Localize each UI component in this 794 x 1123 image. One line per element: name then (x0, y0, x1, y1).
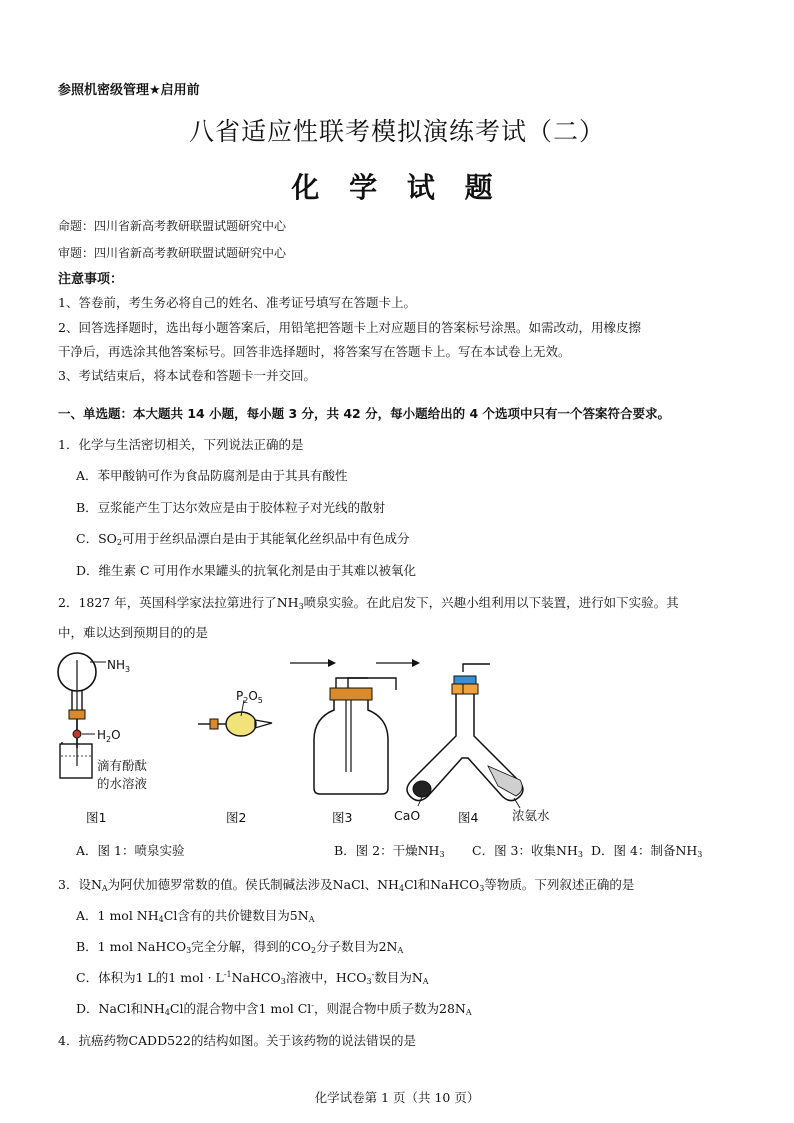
subject-title: 化 学 试 题 (291, 171, 503, 204)
figure-4-right-label: 浓氨水 (512, 808, 550, 823)
confidential-mark: 参照机密级管理★启用前 (58, 83, 200, 98)
question-2-option-a: A．图 1：喷泉实验 (76, 843, 185, 858)
figure-2-drying-tube (198, 700, 272, 736)
figure-4-left-label: CaO (394, 808, 421, 823)
figure-4-y-tube (407, 664, 523, 808)
note-item: 1、答卷前，考生务必将自己的姓名、准考证号填写在答题卡上。 (58, 295, 416, 310)
note-item: 2、回答选择题时，选出每小题答案后，用铅笔把答题卡上对应题目的答案标号涂黑。如需改动，用橡皮擦 (58, 320, 641, 335)
question-2-option-d: D．图 4：制备$NH_3$ (591, 843, 703, 859)
figure-caption: 图3 (332, 810, 353, 825)
figure-1-solution-label-1: 滴有酚酞 (97, 758, 148, 773)
question-2-option-b: B．图 2：干燥$NH_3$ (334, 843, 445, 859)
figure-1-solution-label-2: 的水溶液 (97, 776, 148, 791)
figure-caption: 图1 (86, 810, 107, 825)
question-2-stem-line2: 中，难以达到预期目的的是 (58, 625, 209, 640)
question-3-option-b: B．1 mol NaHCO$_3$完全分解，得到的$CO_2$分子数目为$2N_A$ (76, 939, 404, 955)
figure-caption: 图4 (458, 810, 479, 825)
question-1-option-d: D．维生素 C 可用作水果罐头的抗氧化剂是由于其难以被氧化 (76, 563, 417, 578)
note-item: 3、考试结束后，将本试卷和答题卡一并交回。 (58, 368, 316, 383)
question-1-option-a: A．苯甲酸钠可作为食品防腐剂是由于其具有酸性 (76, 468, 348, 483)
question-3-option-d: D．NaCl和$NH_4Cl$的混合物中含1 mol Cl-，则混合物中质子数为$28N_A$ (76, 1001, 472, 1017)
author-line: 命题：四川省新高考教研联盟试题研究中心 (58, 219, 287, 233)
figure-1-gas-label: $NH_3$ (107, 658, 131, 674)
page-footer: 化学试卷第 1 页（共 10 页） (314, 1090, 480, 1105)
notes-heading: 注意事项： (58, 272, 124, 287)
apparatus-figures (50, 648, 570, 848)
question-1-stem: 1．化学与生活密切相关，下列说法正确的是 (58, 437, 304, 452)
question-2-option-c: C．图 3：收集$NH_3$ (472, 843, 583, 859)
question-3-option-a: A．1 mol $NH_4Cl$含有的共价键数目为$5N_A$ (76, 908, 315, 924)
question-2-stem-line1: 2．1827 年，英国科学家法拉第进行了$NH_3$喷泉实验。在此启发下，兴趣小组利用以下装置，进行如下实验。其 (58, 595, 679, 611)
figure-caption: 图2 (226, 810, 247, 825)
exam-title: 八省适应性联考模拟演练考试（二） (188, 117, 605, 146)
question-1-option-b: B．豆浆能产生丁达尔效应是由于胶体粒子对光线的散射 (76, 500, 386, 515)
question-3-option-c: C．体积为1 L的1 mol · $L^{-1}NaHCO_3$溶液中，$HCO_3^-$数目为$N_A$ (76, 970, 429, 986)
question-1-option-c: C．$SO_2$可用于丝织品漂白是由于其能氧化丝织品中有色成分 (76, 531, 410, 547)
figure-3-collection-bottle (290, 659, 420, 794)
figure-2-reagent-label: $P_2O_5$ (236, 689, 263, 705)
section-heading: 一、单选题：本大题共 14 小题，每小题 3 分，共 42 分，每小题给出的 4 个选项中只有一个答案符合要求。 (58, 406, 671, 421)
question-3-stem: 3．设$N_A$为阿伏加德罗常数的值。侯氏制碱法涉及NaCl、$NH_4Cl$和NaHCO$_3$等物质。下列叙述正确的是 (58, 877, 635, 893)
question-4-stem: 4．抗癌药物CADD522的结构如图。关于该药物的说法错误的是 (58, 1033, 416, 1048)
figure-1-water-label: $H_2O$ (97, 728, 121, 744)
note-item: 干净后，再选涂其他答案标号。回答非选择题时，将答案写在答题卡上。写在本试卷上无效。 (58, 344, 571, 359)
reviewer-line: 审题：四川省新高考教研联盟试题研究中心 (58, 246, 287, 260)
